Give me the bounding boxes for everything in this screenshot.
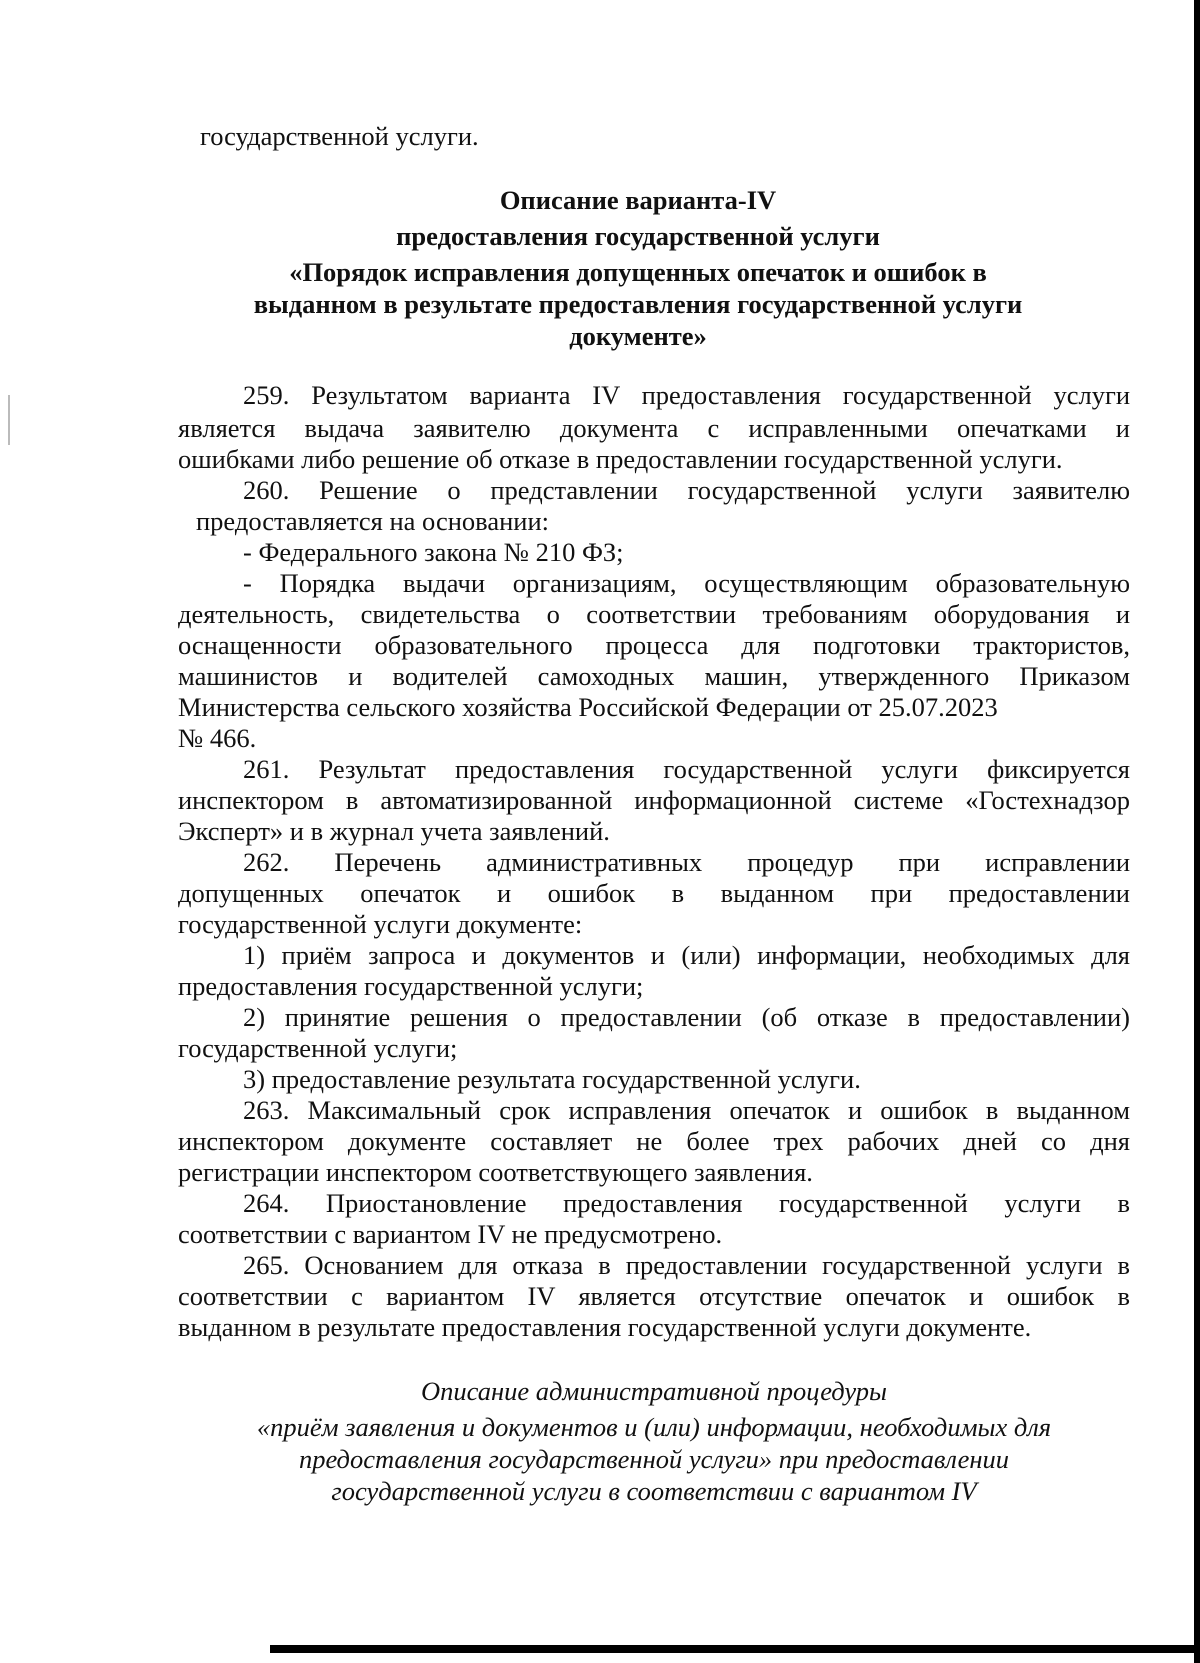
subheading-line-2: «приём заявления и документов и (или) информации, необходимых для: [256, 1412, 1052, 1442]
list-item-fz-210: - Федерального закона № 210 ФЗ;: [243, 537, 624, 567]
subheading-line-4: государственной услуги в соответствии с вариантом IV: [331, 1476, 977, 1506]
paragraph-264-line-1: 264. Приостановление предоставления государственной услуги в: [243, 1188, 1130, 1218]
list-item-1-line-1: 1) приём запроса и документов и (или) информации, необходимых для: [243, 940, 1130, 970]
paragraph-265-line-3: выданном в результате предоставления государственной услуги документе.: [178, 1312, 1032, 1342]
paragraph-259-line-1: 259. Результатом варианта IV предоставления государственной услуги: [243, 380, 1130, 410]
list-item-2-line-1: 2) принятие решения о предоставлении (об отказе в предоставлении): [243, 1002, 1130, 1032]
list-item-order-line-1: - Порядка выдачи организациям, осуществляющим образовательную: [243, 568, 1130, 598]
subheading-line-1: Описание административной процедуры: [421, 1376, 887, 1406]
heading-line-3: «Порядок исправления допущенных опечаток и ошибок в: [289, 257, 987, 287]
scan-mark-left: [8, 395, 10, 445]
list-item-1-line-2: предоставления государственной услуги;: [178, 971, 644, 1001]
paragraph-259-line-3: ошибками либо решение об отказе в предоставлении государственной услуги.: [178, 444, 1063, 474]
paragraph-261-line-1: 261. Результат предоставления государственной услуги фиксируется: [243, 754, 1130, 784]
heading-line-4: выданном в результате предоставления государственной услуги: [253, 289, 1023, 319]
scan-edge-right: [1194, 0, 1200, 1663]
paragraph-262-line-3: государственной услуги документе:: [178, 909, 583, 939]
scan-edge-bottom: [270, 1645, 1200, 1653]
list-item-order-line-5: Министерства сельского хозяйства Российской Федерации от 25.07.2023: [178, 692, 998, 722]
paragraph-265-line-2: соответствии с вариантом IV является отсутствие опечаток и ошибок в: [178, 1281, 1130, 1311]
continuation-line: государственной услуги.: [200, 121, 479, 151]
paragraph-263-line-1: 263. Максимальный срок исправления опечаток и ошибок в выданном: [243, 1095, 1130, 1125]
list-item-order-line-6: № 466.: [178, 723, 257, 753]
paragraph-265-line-1: 265. Основанием для отказа в предоставлении государственной услуги в: [243, 1250, 1130, 1280]
paragraph-264-line-2: соответствии с вариантом IV не предусмотрено.: [178, 1219, 723, 1249]
paragraph-262-line-2: допущенных опечаток и ошибок в выданном при предоставлении: [178, 878, 1130, 908]
paragraph-263-line-2: инспектором документе составляет не более трех рабочих дней со дня: [178, 1126, 1130, 1156]
paragraph-260-line-1: 260. Решение о представлении государственной услуги заявителю: [243, 475, 1130, 505]
list-item-order-line-4: машинистов и водителей самоходных машин, утвержденного Приказом: [178, 661, 1130, 691]
subheading-line-3: предоставления государственной услуги» при предоставлении: [298, 1444, 1010, 1474]
list-item-2-line-2: государственной услуги;: [178, 1033, 458, 1063]
paragraph-262-line-1: 262. Перечень административных процедур при исправлении: [243, 847, 1130, 877]
heading-line-1: Описание варианта-IV: [499, 185, 777, 215]
heading-line-5: документе»: [569, 321, 707, 351]
list-item-order-line-3: оснащенности образовательного процесса для подготовки трактористов,: [178, 630, 1130, 660]
list-item-order-line-2: деятельность, свидетельства о соответствии требованиям оборудования и: [178, 599, 1130, 629]
paragraph-261-line-3: Эксперт» и в журнал учета заявлений.: [178, 816, 610, 846]
paragraph-259-line-2: является выдача заявителю документа с исправленными опечатками и: [178, 413, 1130, 443]
paragraph-261-line-2: инспектором в автоматизированной информационной системе «Гостехнадзор: [178, 785, 1130, 815]
paragraph-263-line-3: регистрации инспектором соответствующего заявления.: [178, 1157, 813, 1187]
heading-line-2: предоставления государственной услуги: [396, 221, 880, 251]
list-item-3: 3) предоставление результата государственной услуги.: [243, 1064, 861, 1094]
paragraph-260-line-2: предоставляется на основании:: [196, 506, 549, 536]
